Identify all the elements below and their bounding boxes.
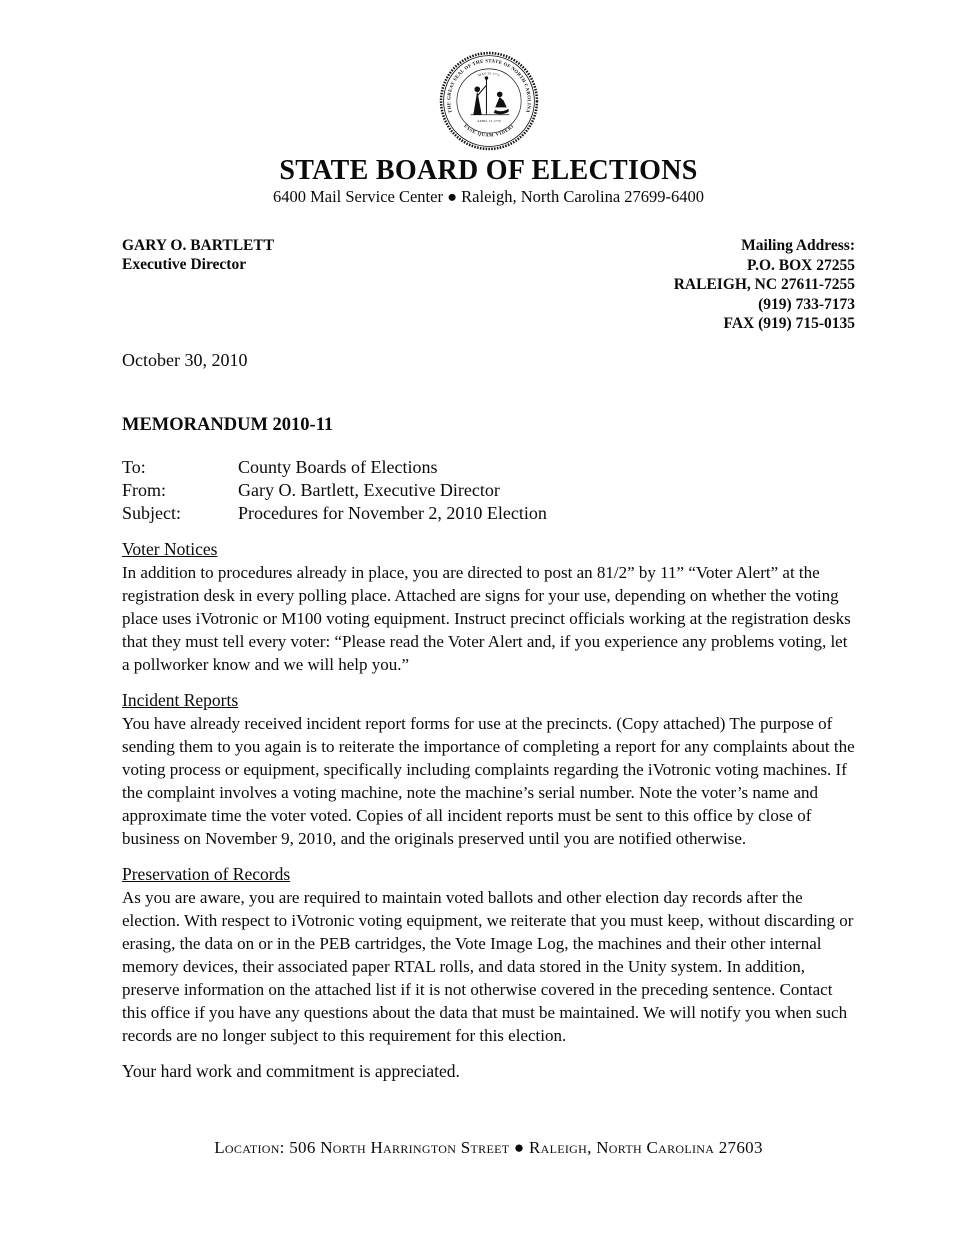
svg-text:MAY 20 1775 (477, 71, 500, 77)
seal-motto-text: ESSE QUAM VIDERI (462, 123, 515, 138)
memo-field-row (122, 456, 855, 479)
letterhead-info-row (122, 236, 855, 334)
section-heading-voter-notices: Voter Notices (122, 538, 218, 559)
date-line: October 30, 2010 (122, 349, 248, 370)
mailing-address-line: FAX (919) 715-0135 (723, 315, 855, 332)
section-heading-incident-reports: Incident Reports (122, 689, 239, 710)
org-address-line: 6400 Mail Service Center ● Raleigh, North Carolina 27699-6400 (272, 187, 705, 206)
section-voter-notices (122, 538, 855, 676)
section-incident-reports (122, 689, 855, 850)
closing-line: Your hard work and commitment is appreciated. (122, 1060, 460, 1081)
nc-state-seal-icon (438, 50, 540, 152)
director-title: Executive Director (122, 256, 247, 273)
footer-location-line: Location: 506 North Harrington Street ● Raleigh, North Carolina 27603 (214, 1138, 763, 1157)
mailing-address-line: RALEIGH, NC 27611-7255 (673, 276, 855, 293)
director-block (122, 236, 274, 334)
seal-date-top-text: MAY 20 1775 (477, 71, 500, 78)
memo-field-label: Subject: (122, 502, 181, 523)
memo-fields (122, 456, 855, 525)
memo-number-heading: MEMORANDUM 2010-11 (122, 414, 334, 435)
section-heading-preservation-of-records: Preservation of Records (122, 863, 291, 884)
seal-date-bottom-text: APRIL 12 1776 (476, 118, 501, 123)
memo-field-label: To: (122, 456, 146, 477)
seal-figures (470, 77, 509, 115)
mailing-address-line: (919) 733-7173 (758, 295, 855, 313)
seal-ring-text: THE GREAT SEAL OF THE STATE OF NORTH CAROLINA (446, 59, 531, 114)
memo-field-label: From: (122, 479, 167, 500)
section-body-preservation-of-records: As you are aware, you are required to maintain voted ballots and other election day records after the election. With respect to iVotronic voting equipment, we reiterate that you must keep, without discarding or erasing, the data on or in the PEB cartridges, the Vote Image Log, the machines and their other internal memory devices, their associated paper RTAL rolls, and data stored in the Unity system. In addition, preserve information on the attached list if it is not otherwise covered in the preceding sentence. Contact this office if you have any questions about the data that must be maintained. We will notify you when such records are no longer subject to this requirement for this election. (122, 887, 854, 1045)
memo-field-value: Procedures for November 2, 2010 Election (238, 502, 547, 523)
letterhead (122, 50, 855, 206)
mailing-address-line: P.O. BOX 27255 (747, 256, 855, 274)
mailing-address-label: Mailing Address: (741, 237, 855, 254)
section-body-voter-notices: In addition to procedures already in place, you are directed to post an 81/2” by 11” “Voter Alert” at the registration desk in every polling place. Attached are signs for your use, depending on whether the voting place uses iVotronic or M100 voting equipment. Instruct precinct officials working at the registration desks that they must tell every voter: “Please read the Voter Alert and, if you experience any problems voting, let a pollworker know and we will help you.” (122, 562, 851, 674)
org-title: STATE BOARD OF ELECTIONS (279, 155, 698, 186)
memo-field-row (122, 502, 855, 525)
memo-field-value: Gary O. Bartlett, Executive Director (238, 479, 500, 500)
svg-text:ESSE QUAM VIDERI (463, 123, 515, 137)
svg-text:THE GREAT SEAL OF THE STATE OF (447, 59, 531, 113)
memo-content (0, 50, 954, 1083)
memo-field-row (122, 479, 855, 502)
director-name: GARY O. BARTLETT (122, 237, 275, 254)
section-preservation-of-records (122, 863, 855, 1047)
section-body-incident-reports: You have already received incident report forms for use at the precincts. (Copy attached) The purpose of sending them to you again is to reiterate the importance of completing a report for any complaints about the voting process or equipment, specifically including complaints regarding the iVotronic voting machines. If the complaint involves a voting machine, note the machine’s serial number. Note the voter’s name and approximate time the voter voted. Copies of all incident reports must be sent to this office by close of business on November 9, 2010, and the originals preserved until you are notified otherwise. (122, 713, 855, 848)
memo-field-value: County Boards of Elections (238, 456, 438, 477)
mailing-address-block (674, 236, 855, 334)
